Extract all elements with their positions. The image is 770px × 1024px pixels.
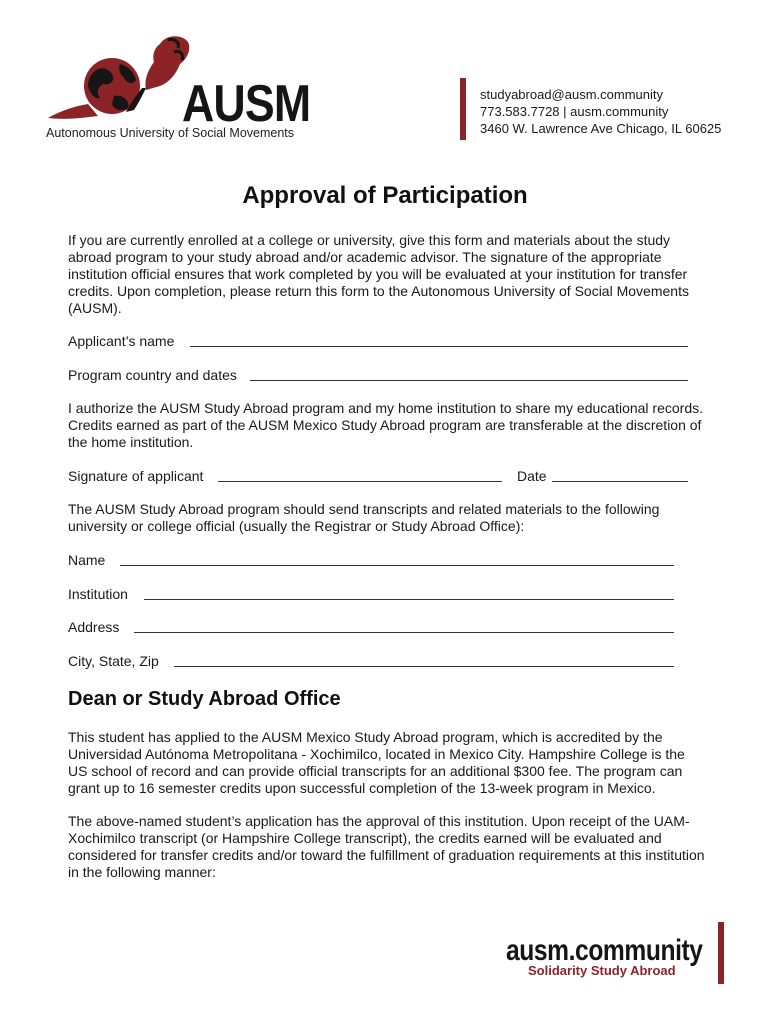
footer-divider bbox=[718, 922, 724, 984]
address-field[interactable] bbox=[134, 632, 674, 633]
program-country-label: Program country and dates bbox=[68, 367, 237, 383]
footer-logo bbox=[506, 934, 746, 978]
city-state-zip-field[interactable] bbox=[174, 666, 674, 667]
date-field[interactable] bbox=[552, 481, 688, 482]
applicant-name-label: Applicant’s name bbox=[68, 333, 175, 349]
logo-wordmark: AUSM bbox=[182, 75, 311, 133]
contact-block bbox=[480, 86, 721, 137]
dean-paragraph-2: The above-named student’s application has the approval of this institution. Upon receipt of the UAM-Xochimilco transcript (or Hampshire College transcript), the credits earned will be evaluated and considered for transfer credits and/or toward the fulfillment of graduation requirements at this institution in the following manner: bbox=[68, 813, 705, 880]
dean-paragraph-1: This student has applied to the AUSM Mexico Study Abroad program, which is accredited by the Universidad Autónoma Metropolitana - Xochimilco, located in Mexico City. Hampshire College is the US school of record and can provide official transcripts for an additional $300 fee. The program can grant up to 16 semester credits upon successful completion of the 13-week program in Mexico. bbox=[68, 729, 685, 796]
applicant-name-field[interactable] bbox=[190, 346, 688, 347]
footer-site: ausm.community bbox=[506, 934, 703, 967]
official-name-field[interactable] bbox=[120, 565, 674, 566]
fist-globe-icon bbox=[42, 30, 192, 130]
header-divider bbox=[460, 78, 466, 140]
contact-email[interactable]: studyabroad@ausm.community bbox=[480, 87, 663, 102]
official-name-label: Name bbox=[68, 552, 106, 568]
address-label: Address bbox=[68, 619, 120, 635]
contact-address: 3460 W. Lawrence Ave Chicago, IL 60625 bbox=[480, 121, 722, 136]
program-country-field[interactable] bbox=[250, 380, 688, 381]
signature-label: Signature of applicant bbox=[68, 468, 204, 484]
date-label: Date bbox=[517, 468, 547, 484]
page-title: Approval of Participation bbox=[242, 182, 528, 209]
contact-phone-site: 773.583.7728 | ausm.community bbox=[480, 104, 669, 119]
footer-tagline: Solidarity Study Abroad bbox=[528, 963, 676, 978]
institution-label: Institution bbox=[68, 586, 128, 602]
dean-section-heading: Dean or Study Abroad Office bbox=[68, 688, 341, 710]
intro-paragraph: If you are currently enrolled at a college or university, give this form and materials about the study abroad program to your study abroad and/or academic advisor. The signature of the appropriate institution official ensures that work completed by you will be evaluated at your institution for transfer credits. Upon completion, please return this form to the Autonomous University of Social Movements (AUSM). bbox=[68, 232, 689, 316]
signature-field[interactable] bbox=[218, 481, 502, 482]
transcripts-paragraph: The AUSM Study Abroad program should send transcripts and related materials to the following university or college official (usually the Registrar or Study Abroad Office): bbox=[68, 501, 660, 534]
institution-field[interactable] bbox=[144, 599, 674, 600]
city-state-zip-label: City, State, Zip bbox=[68, 653, 159, 669]
logo-subtitle: Autonomous University of Social Movements bbox=[46, 126, 295, 140]
authorization-paragraph: I authorize the AUSM Study Abroad program and my home institution to share my educational records. Credits earned as part of the AUSM Mexico Study Abroad program are transferable at the discretion of the home institution. bbox=[68, 400, 703, 450]
ausm-logo bbox=[42, 30, 311, 142]
